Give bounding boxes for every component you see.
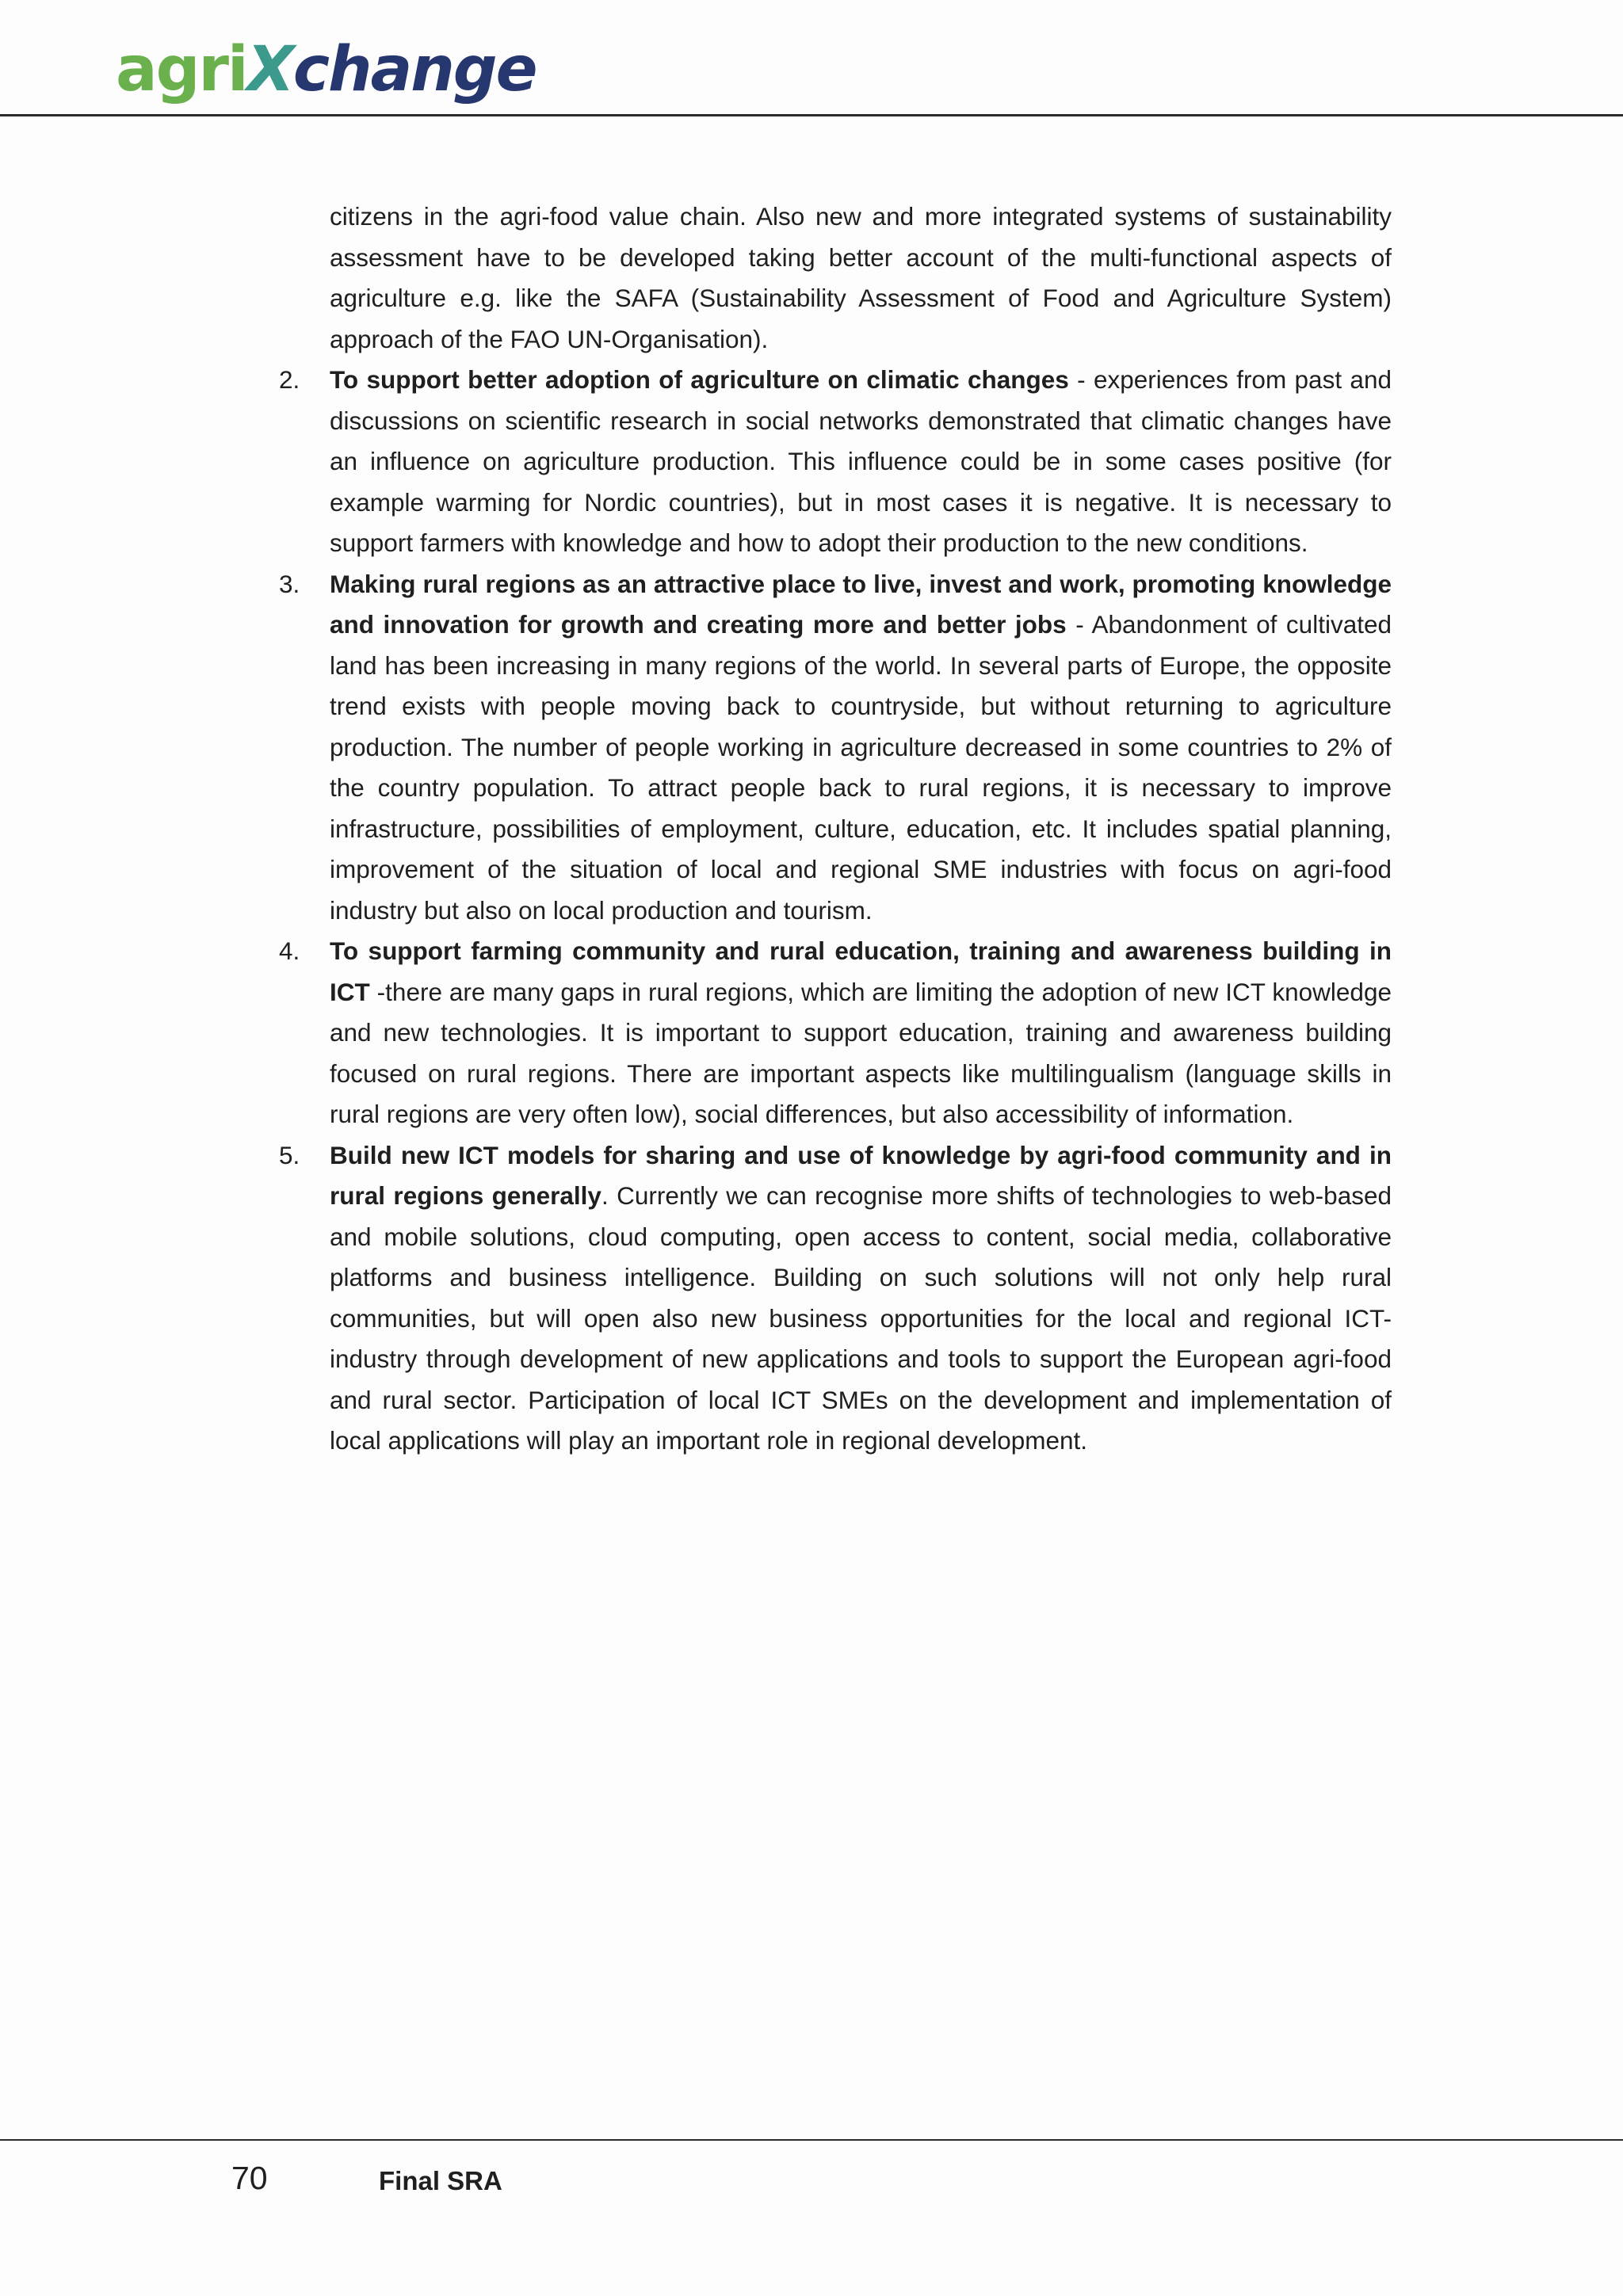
logo-change-text: change bbox=[292, 34, 537, 105]
list-item-number: 2. bbox=[279, 365, 300, 394]
header-divider bbox=[0, 114, 1623, 116]
list-item-text bbox=[330, 931, 1392, 1135]
logo-agri-text: agri bbox=[116, 34, 247, 105]
list-item-heading: To support farming community and rural education, training and awareness building in ICT bbox=[330, 936, 1392, 1006]
list-item-text bbox=[330, 1135, 1392, 1462]
list-item-body: -there are many gaps in rural regions, which are limiting the adoption of new ICT knowledge and new technologies. It is important to support education, training and awareness building focused on rural regions. There are important aspects like multilingualism (language skills in rural regions are very often low), social differences, but also accessibility of information. bbox=[330, 977, 1392, 1128]
list-item-body: - Abandonment of cultivated land has been increasing in many regions of the world. In several parts of Europe, the opposite trend exists with people moving back to countryside, but without returning to agriculture production. The number of people working in agriculture decreased in some countries to 2% of the country population. To attract people back to rural regions, it is necessary to improve infrastructure, possibilities of employment, culture, education, etc. It includes spatial planning, improvement of the situation of local and regional SME industries with focus on agri-food industry but also on local production and tourism. bbox=[330, 610, 1392, 925]
list-item-heading: To support better adoption of agriculture on climatic changes bbox=[330, 365, 1069, 394]
main-content bbox=[279, 196, 1392, 1462]
list-item-text bbox=[330, 360, 1392, 564]
list-item-heading: Build new ICT models for sharing and use of knowledge by agri-food community and in rural regions generally bbox=[330, 1140, 1392, 1210]
logo-x-mark: X bbox=[246, 34, 293, 105]
list-item-number: 5. bbox=[279, 1140, 300, 1169]
list-item bbox=[279, 564, 1392, 932]
continued-paragraph: citizens in the agri-food value chain. Also new and more integrated systems of sustainability assessment have to be developed taking better account of the multi-functional aspects of agriculture e.g. like the SAFA (Sustainability Assessment of Food and Agriculture System) approach of the FAO UN-Organisation). bbox=[330, 202, 1392, 353]
list-item-body: . Currently we can recognise more shifts of technologies to web-based and mobile solutions, cloud computing, open access to content, social media, collaborative platforms and business intelligence. Building on such solutions will not only help rural communities, but will open also new business opportunities for the local and regional ICT-industry through development of new applications and tools to support the European agri-food and rural sector. Participation of local ICT SMEs on the development and implementation of local applications will play an important role in regional development. bbox=[330, 1181, 1392, 1455]
list-item-number: 3. bbox=[279, 569, 300, 598]
list-item bbox=[279, 360, 1392, 564]
list-item-text bbox=[330, 564, 1392, 932]
agrixchange-logo bbox=[116, 32, 536, 108]
list-item-heading: Making rural regions as an attractive place to live, invest and work, promoting knowledge and innovation for growth and creating more and better jobs bbox=[330, 569, 1392, 639]
page-number: 70 bbox=[231, 2160, 268, 2196]
list-item bbox=[279, 931, 1392, 1135]
list-item-body: - experiences from past and discussions on scientific research in social networks demonstrated that climatic changes have an influence on agriculture production. This influence could be in some cases positive (for example warming for Nordic countries), but in most cases it is negative. It is necessary to support farmers with knowledge and how to adopt their production to the new conditions. bbox=[330, 365, 1392, 557]
page-header bbox=[0, 0, 1623, 116]
footer-divider bbox=[0, 2139, 1623, 2141]
list-item-number: 4. bbox=[279, 936, 300, 965]
list-item bbox=[279, 1135, 1392, 1462]
document-title: Final SRA bbox=[379, 2166, 502, 2195]
